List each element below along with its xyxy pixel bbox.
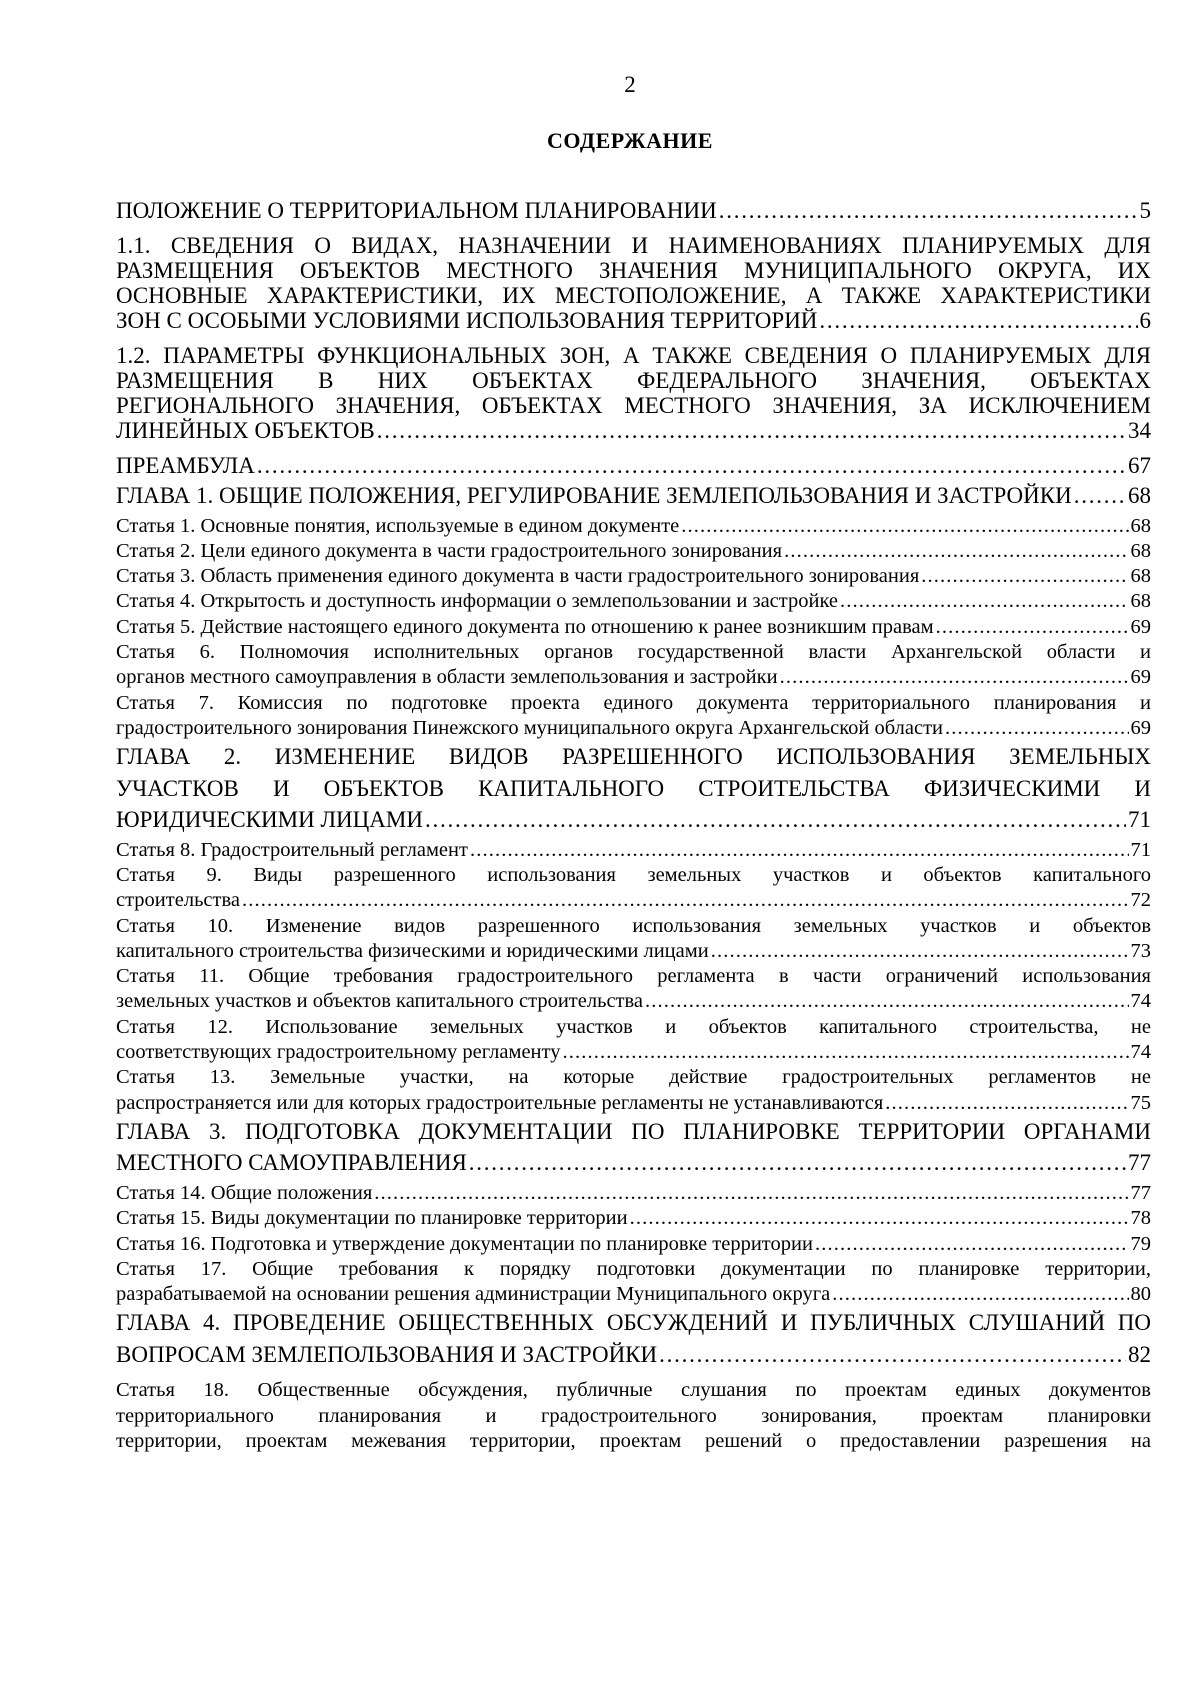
toc-entry-line: капитального строительства физическими и юридическими лицами bbox=[116, 939, 709, 962]
toc-page-number: 77 bbox=[1128, 1150, 1151, 1176]
toc-entry-line: Статья 7. Комиссия по подготовке проекта единого документа территориального планирования и bbox=[116, 691, 1151, 714]
toc-entry-line: Статья 9. Виды разрешенного использования земельных участков и объектов капитального bbox=[116, 863, 1151, 886]
toc-entry-line: разрабатываемой на основании решения администрации Муниципального округа bbox=[116, 1283, 831, 1306]
toc-entry[interactable] bbox=[116, 514, 1151, 539]
toc-entry-line: Статья 8. Градостроительный регламент bbox=[116, 838, 468, 861]
toc-entry[interactable] bbox=[116, 480, 1151, 512]
dot-leader bbox=[469, 1147, 1126, 1179]
dot-leader bbox=[659, 1339, 1126, 1371]
toc-page-number: 68 bbox=[1130, 514, 1151, 537]
toc-entry-line: Статья 1. Основные понятия, используемые в едином документе bbox=[116, 514, 680, 537]
toc-entry-line: ОСНОВНЫЕ ХАРАКТЕРИСТИКИ, ИХ МЕСТОПОЛОЖЕНИЕ, А ТАКЖЕ ХАРАКТЕРИСТИКИ bbox=[116, 283, 1151, 308]
toc-page-number: 82 bbox=[1128, 1341, 1151, 1367]
dot-leader bbox=[242, 888, 1129, 913]
toc-page-number: 69 bbox=[1130, 615, 1151, 638]
toc-page-number: 6 bbox=[1139, 308, 1151, 333]
dot-leader bbox=[832, 1282, 1128, 1307]
toc-page-number: 67 bbox=[1128, 453, 1151, 478]
toc-page-number: 34 bbox=[1128, 418, 1151, 443]
toc-entry[interactable] bbox=[116, 1116, 1151, 1179]
toc-entry[interactable] bbox=[116, 1307, 1151, 1370]
dot-leader bbox=[470, 838, 1129, 863]
toc-entry-line: ВОПРОСАМ ЗЕМЛЕПОЛЬЗОВАНИЯ И ЗАСТРОЙКИ bbox=[116, 1341, 658, 1367]
toc-entry[interactable] bbox=[116, 539, 1151, 564]
toc-entry-line: ПОЛОЖЕНИЕ О ТЕРРИТОРИАЛЬНОМ ПЛАНИРОВАНИИ bbox=[116, 198, 717, 223]
toc-entry[interactable] bbox=[116, 691, 1151, 742]
toc-page-number: 69 bbox=[1130, 666, 1151, 689]
toc-entry-line: соответствующих градостроительному регламенту bbox=[116, 1041, 561, 1064]
toc-entry-line: ГЛАВА 2. ИЗМЕНЕНИЕ ВИДОВ РАЗРЕШЕННОГО ИСПОЛЬЗОВАНИЯ ЗЕМЕЛЬНЫХ bbox=[116, 744, 1151, 770]
toc-entry[interactable] bbox=[116, 863, 1151, 914]
toc-entry-line: РЕГИОНАЛЬНОГО ЗНАЧЕНИЯ, ОБЪЕКТАХ МЕСТНОГО ЗНАЧЕНИЯ, ЗА ИСКЛЮЧЕНИЕМ bbox=[116, 393, 1151, 418]
toc-entry[interactable] bbox=[116, 343, 1151, 443]
toc-entry-line: Статья 12. Использование земельных участков и объектов капитального строительства, не bbox=[116, 1015, 1151, 1038]
toc-entry-line: территориального планирования и градостроительного зонирования, проектам планировки bbox=[116, 1404, 1151, 1427]
toc-page-number: 74 bbox=[1130, 1041, 1151, 1064]
toc-entry[interactable] bbox=[116, 1065, 1151, 1116]
toc-entry-line: ЗОН С ОСОБЫМИ УСЛОВИЯМИ ИСПОЛЬЗОВАНИЯ ТЕРРИТОРИЙ bbox=[116, 308, 818, 333]
toc-page-number: 78 bbox=[1130, 1207, 1151, 1230]
toc-entry[interactable] bbox=[116, 741, 1151, 836]
toc-page-number: 69 bbox=[1130, 716, 1151, 739]
toc-entry-line: 1.1. СВЕДЕНИЯ О ВИДАХ, НАЗНАЧЕНИИ И НАИМЕНОВАНИЯХ ПЛАНИРУЕМЫХ ДЛЯ bbox=[116, 233, 1151, 258]
toc-page-number: 77 bbox=[1130, 1181, 1151, 1204]
toc-entry-line: Статья 11. Общие требования градостроительного регламента в части ограничений использования bbox=[116, 965, 1151, 988]
dot-leader bbox=[630, 1206, 1129, 1231]
toc-entry-line: Статья 2. Цели единого документа в части градостроительного зонирования bbox=[116, 539, 783, 562]
toc-entry-line: Статья 16. Подготовка и утверждение документации по планировке территории bbox=[116, 1232, 813, 1255]
toc-page-number: 74 bbox=[1130, 990, 1151, 1013]
dot-leader bbox=[780, 665, 1129, 690]
toc-page-number: 71 bbox=[1130, 838, 1151, 861]
dot-leader bbox=[645, 989, 1128, 1014]
dot-leader bbox=[945, 716, 1128, 741]
dot-leader bbox=[815, 1232, 1129, 1257]
toc-entry-line: ГЛАВА 3. ПОДГОТОВКА ДОКУМЕНТАЦИИ ПО ПЛАНИРОВКЕ ТЕРРИТОРИИ ОРГАНАМИ bbox=[116, 1118, 1151, 1144]
dot-leader bbox=[936, 615, 1129, 640]
toc-entry-line: градостроительного зонирования Пинежского муниципального округа Архангельской области bbox=[116, 716, 944, 739]
toc-entry-line: распространяется или для которых градостроительные регламенты не устанавливаются bbox=[116, 1091, 884, 1114]
table-of-contents bbox=[116, 198, 1151, 1454]
toc-entry[interactable] bbox=[116, 589, 1151, 614]
toc-entry-line: ГЛАВА 4. ПРОВЕДЕНИЕ ОБЩЕСТВЕННЫХ ОБСУЖДЕНИЙ И ПУБЛИЧНЫХ СЛУШАНИЙ ПО bbox=[116, 1310, 1151, 1336]
toc-entry-line: строительства bbox=[116, 889, 240, 912]
toc-entry-line: органов местного самоуправления в области землепользования и застройки bbox=[116, 666, 778, 689]
dot-leader bbox=[1074, 480, 1126, 512]
toc-page-number: 68 bbox=[1128, 483, 1151, 508]
toc-page-number: 68 bbox=[1130, 565, 1151, 588]
toc-entry-line: территории, проектам межевания территории, проектам решений о предоставлении разрешения на bbox=[116, 1430, 1151, 1453]
toc-entry-line: 1.2. ПАРАМЕТРЫ ФУНКЦИОНАЛЬНЫХ ЗОН, А ТАКЖЕ СВЕДЕНИЯ О ПЛАНИРУЕМЫХ ДЛЯ bbox=[116, 343, 1151, 368]
toc-entry-line: ГЛАВА 1. ОБЩИЕ ПОЛОЖЕНИЯ, РЕГУЛИРОВАНИЕ ЗЕМЛЕПОЛЬЗОВАНИЯ И ЗАСТРОЙКИ bbox=[116, 483, 1072, 508]
toc-entry-line: ЮРИДИЧЕСКИМИ ЛИЦАМИ bbox=[116, 807, 423, 833]
toc-page-number: 72 bbox=[1130, 889, 1151, 912]
dot-leader bbox=[562, 1040, 1128, 1065]
toc-entry[interactable] bbox=[116, 1206, 1151, 1231]
toc-entry[interactable] bbox=[116, 964, 1151, 1015]
toc-entry-line: ПРЕАМБУЛА bbox=[116, 453, 255, 478]
toc-page-number: 75 bbox=[1130, 1091, 1151, 1114]
toc-page-number: 79 bbox=[1130, 1232, 1151, 1255]
toc-entry[interactable] bbox=[116, 453, 1151, 478]
toc-entry-line: ЛИНЕЙНЫХ ОБЪЕКТОВ bbox=[116, 418, 375, 443]
toc-entry-line: РАЗМЕЩЕНИЯ В НИХ ОБЪЕКТАХ ФЕДЕРАЛЬНОГО ЗНАЧЕНИЯ, ОБЪЕКТАХ bbox=[116, 368, 1151, 393]
dot-leader bbox=[840, 589, 1128, 614]
toc-entry[interactable] bbox=[116, 198, 1151, 223]
toc-page-number: 68 bbox=[1130, 539, 1151, 562]
dot-leader bbox=[885, 1091, 1128, 1116]
toc-entry[interactable] bbox=[116, 1015, 1151, 1066]
toc-entry-line: Статья 4. Открытость и доступность информации о землепользовании и застройке bbox=[116, 590, 839, 613]
toc-entry-line: РАЗМЕЩЕНИЯ ОБЪЕКТОВ МЕСТНОГО ЗНАЧЕНИЯ МУНИЦИПАЛЬНОГО ОКРУГА, ИХ bbox=[116, 258, 1151, 283]
dot-leader bbox=[921, 564, 1128, 589]
toc-entry-line: Статья 3. Область применения единого документа в части градостроительного зонирования bbox=[116, 565, 920, 588]
toc-entry-line: Статья 6. Полномочия исполнительных органов государственной власти Архангельской области и bbox=[116, 640, 1151, 663]
toc-page-number: 71 bbox=[1128, 807, 1151, 833]
dot-leader bbox=[784, 539, 1128, 564]
dot-leader bbox=[257, 453, 1126, 478]
dot-leader bbox=[377, 418, 1126, 443]
toc-entry-line: Статья 10. Изменение видов разрешенного использования земельных участков и объектов bbox=[116, 914, 1151, 937]
toc-page-number: 5 bbox=[1139, 198, 1151, 223]
dot-leader bbox=[681, 514, 1128, 539]
toc-page-number: 68 bbox=[1130, 590, 1151, 613]
toc-page-number: 80 bbox=[1130, 1283, 1151, 1306]
page-number: 2 bbox=[624, 72, 636, 97]
dot-leader bbox=[719, 198, 1138, 223]
toc-entry-line: Статья 18. Общественные обсуждения, публичные слушания по проектам единых документов bbox=[116, 1379, 1151, 1402]
page-title: СОДЕРЖАНИЕ bbox=[547, 128, 713, 153]
toc-entry-line: Статья 17. Общие требования к порядку подготовки документации по планировке территории, bbox=[116, 1257, 1151, 1280]
toc-entry-line: Статья 13. Земельные участки, на которые действие градостроительных регламентов не bbox=[116, 1066, 1151, 1089]
toc-entry[interactable] bbox=[116, 838, 1151, 863]
toc-entry-line: Статья 14. Общие положения bbox=[116, 1181, 373, 1204]
toc-page-number: 73 bbox=[1130, 939, 1151, 962]
toc-entry[interactable] bbox=[116, 1232, 1151, 1257]
toc-entry[interactable] bbox=[116, 615, 1151, 640]
dot-leader bbox=[374, 1181, 1128, 1206]
toc-entry[interactable] bbox=[116, 1257, 1151, 1308]
toc-entry[interactable] bbox=[116, 914, 1151, 965]
toc-entry-line: МЕСТНОГО САМОУПРАВЛЕНИЯ bbox=[116, 1150, 467, 1176]
toc-entry[interactable] bbox=[116, 564, 1151, 589]
toc-entry[interactable] bbox=[116, 640, 1151, 691]
dot-leader bbox=[425, 804, 1126, 836]
dot-leader bbox=[819, 308, 1137, 333]
toc-entry-line: УЧАСТКОВ И ОБЪЕКТОВ КАПИТАЛЬНОГО СТРОИТЕЛЬСТВА ФИЗИЧЕСКИМИ И bbox=[116, 775, 1151, 801]
toc-entry-line: Статья 15. Виды документации по планировке территории bbox=[116, 1207, 628, 1230]
dot-leader bbox=[711, 939, 1129, 964]
toc-entry-line: Статья 5. Действие настоящего единого документа по отношению к ранее возникшим правам bbox=[116, 615, 934, 638]
toc-entry[interactable] bbox=[116, 1378, 1151, 1454]
toc-entry[interactable] bbox=[116, 233, 1151, 333]
toc-entry[interactable] bbox=[116, 1181, 1151, 1206]
toc-entry-line: земельных участков и объектов капитального строительства bbox=[116, 990, 644, 1013]
